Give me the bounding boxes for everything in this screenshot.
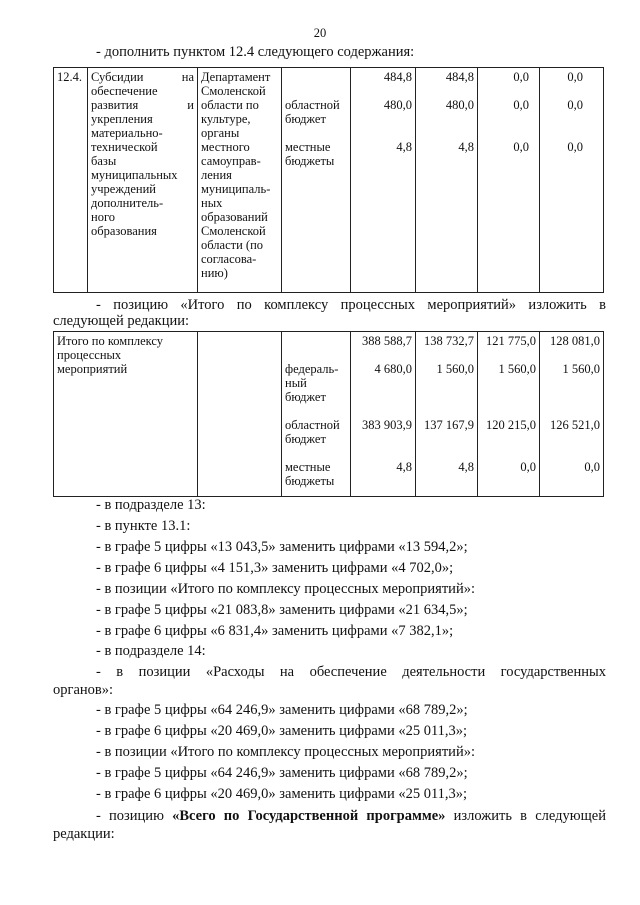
amend-line: - в графе 5 цифры «13 043,5» заменить цифрами «13 594,2»; — [96, 539, 468, 555]
item-executor: Департамент Смоленской области по культуре, органы местного самоуправ- ления муниципаль- ных образований Смоленской области (по согласова- нию) — [198, 68, 282, 293]
col-year-2: 0,0 0,0 0,0 — [478, 68, 540, 293]
col-year-2: 121 775,0 1 560,0 120 215,0 0,0 — [478, 332, 540, 497]
table-item-12-4 — [53, 67, 604, 293]
total-name: Итого по комплексу процессных мероприятий — [54, 332, 198, 497]
intro-total-line-2: следующей редакции: — [53, 313, 190, 329]
final-paragraph-line-2: редакции: — [53, 826, 115, 842]
table-row — [54, 332, 604, 497]
intro-total-line-1: - позицию «Итого по комплексу процессных мероприятий» изложить в — [96, 297, 606, 313]
amend-line: - в пункте 13.1: — [96, 518, 191, 534]
bold-position-name: «Всего по Государственной программе» — [172, 808, 446, 824]
amend-line: - в графе 6 цифры «6 831,4» заменить цифрами «7 382,1»; — [96, 623, 454, 639]
amend-line: органов»: — [53, 682, 114, 698]
table-total — [53, 331, 604, 497]
amend-line: - в графе 6 цифры «20 469,0» заменить цифрами «25 011,3»; — [96, 786, 468, 802]
amend-line: - в графе 5 цифры «21 083,8» заменить цифрами «21 634,5»; — [96, 602, 468, 618]
col-year-3: 128 081,0 1 560,0 126 521,0 0,0 — [540, 332, 604, 497]
amend-line: - в подразделе 13: — [96, 497, 206, 513]
table-row — [54, 68, 604, 293]
total-executor — [198, 332, 282, 497]
col-year-1: 138 732,7 1 560,0 137 167,9 4,8 — [416, 332, 478, 497]
intro-12-4: - дополнить пунктом 12.4 следующего содержания: — [96, 44, 415, 60]
col-total: 484,8 480,0 4,8 — [351, 68, 416, 293]
item-name: Субсидии на обеспечение развития и укрепления материально- технической базы муниципальных учреждений дополнитель- ного образования — [88, 68, 198, 293]
col-year-3: 0,0 0,0 0,0 — [540, 68, 604, 293]
amend-line: - в графе 5 цифры «64 246,9» заменить цифрами «68 789,2»; — [96, 765, 468, 781]
amend-line: - в подразделе 14: — [96, 643, 206, 659]
amend-line: - в графе 6 цифры «20 469,0» заменить цифрами «25 011,3»; — [96, 723, 468, 739]
amend-line: - в позиции «Итого по комплексу процессных мероприятий»: — [96, 744, 475, 760]
amend-line: - в позиции «Расходы на обеспечение деятельности государственных — [96, 664, 606, 680]
col-year-1: 484,8 480,0 4,8 — [416, 68, 478, 293]
amend-line: - в графе 5 цифры «64 246,9» заменить цифрами «68 789,2»; — [96, 702, 468, 718]
funding-source: областной бюджет местные бюджеты — [282, 68, 351, 293]
page-number: 20 — [313, 26, 327, 40]
amend-line: - в графе 6 цифры «4 151,3» заменить цифрами «4 702,0»; — [96, 560, 454, 576]
amend-line: - в позиции «Итого по комплексу процессных мероприятий»: — [96, 581, 475, 597]
funding-source: федераль- ный бюджет областной бюджет местные бюджеты — [282, 332, 351, 497]
final-paragraph: - позицию «Всего по Государственной программе» изложить в следующей — [96, 808, 606, 824]
item-number: 12.4. — [54, 68, 88, 293]
col-total: 388 588,7 4 680,0 383 903,9 4,8 — [351, 332, 416, 497]
